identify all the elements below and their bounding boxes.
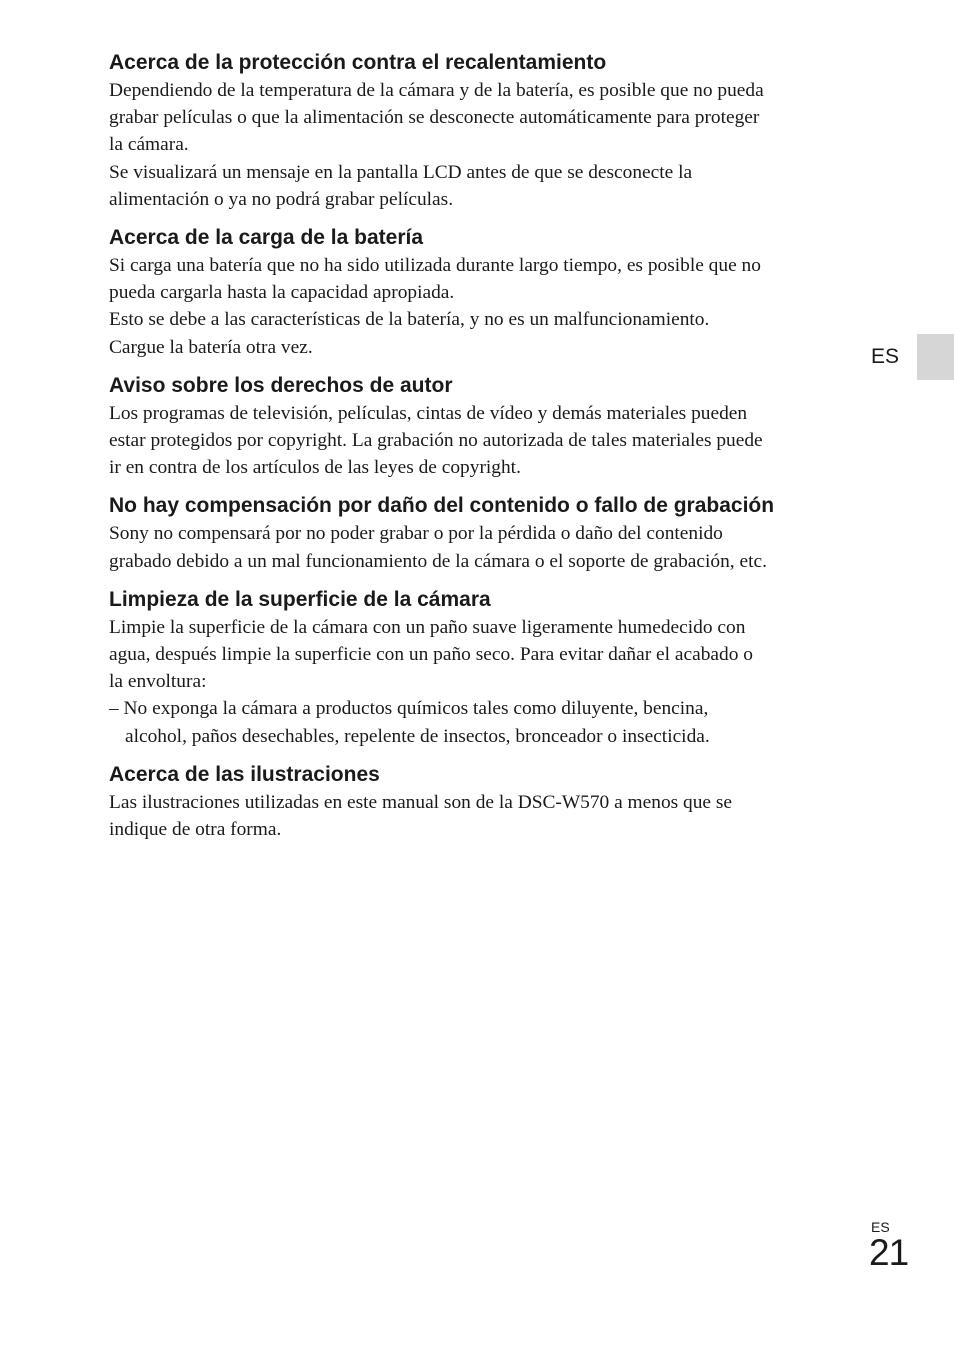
body-line: alimentación o ya no podrá grabar películas.: [109, 188, 454, 210]
body-line: Si carga una batería que no ha sido utilizada durante largo tiempo, es posible que no: [109, 255, 761, 277]
page-number: 21: [869, 1232, 909, 1273]
section-battery-charging: [109, 224, 879, 361]
body-line: agua, después limpie la superficie con un paño seco. Para evitar dañar el acabado o: [109, 644, 753, 666]
section-cleaning: [109, 586, 879, 750]
body-line: la cámara.: [109, 134, 189, 156]
body-line: la envoltura:: [109, 671, 207, 693]
language-tab-label: ES: [871, 345, 900, 368]
body-line: Dependiendo de la temperatura de la cámara y de la batería, es posible que no pueda: [109, 80, 764, 101]
section-heading: Acerca de la protección contra el recalentamiento: [109, 51, 607, 74]
body-line: Sony no compensará por no poder grabar o por la pérdida o daño del contenido: [109, 523, 723, 545]
section-overheating: [109, 49, 879, 213]
language-tab-marker: [917, 334, 954, 380]
body-line: grabar películas o que la alimentación se desconecte automáticamente para proteger: [109, 107, 760, 129]
body-line: Esto se debe a las características de la batería, y no es un malfuncionamiento.: [109, 309, 710, 331]
section-heading: Limpieza de la superficie de la cámara: [109, 587, 491, 611]
section-illustrations: [109, 761, 879, 843]
body-line: ir en contra de los artículos de las leyes de copyright.: [109, 457, 521, 479]
document-body: [109, 49, 879, 854]
section-heading: Acerca de la carga de la batería: [109, 226, 424, 250]
body-line: Las ilustraciones utilizadas en este manual son de la DSC-W570 a menos que se: [109, 791, 733, 813]
body-line: indique de otra forma.: [109, 819, 282, 841]
body-line: estar protegidos por copyright. La grabación no autorizada de tales materiales puede: [109, 430, 763, 452]
body-line: Limpie la superficie de la cámara con un paño suave ligeramente humedecido con: [109, 616, 746, 638]
section-copyright: [109, 372, 879, 482]
bullet-line: – No exponga la cámara a productos químicos tales como diluyente, bencina,: [109, 698, 709, 720]
footer-language: ES: [871, 1219, 890, 1235]
body-line: Se visualizará un mensaje en la pantalla LCD antes de que se desconecte la: [109, 161, 693, 183]
bullet-continuation-line: alcohol, paños desechables, repelente de insectos, bronceador o insecticida.: [125, 725, 710, 747]
body-line: pueda cargarla hasta la capacidad apropiada.: [109, 282, 455, 304]
section-heading: No hay compensación por daño del contenido o fallo de grabación: [109, 494, 775, 518]
body-line: grabado debido a un mal funcionamiento de la cámara o el soporte de grabación, etc.: [109, 550, 767, 572]
section-heading: Aviso sobre los derechos de autor: [109, 373, 453, 397]
section-no-compensation: [109, 492, 879, 574]
section-heading: Acerca de las ilustraciones: [109, 762, 380, 786]
body-line: Cargue la batería otra vez.: [109, 336, 313, 358]
body-line: Los programas de televisión, películas, cintas de vídeo y demás materiales pueden: [109, 402, 748, 424]
